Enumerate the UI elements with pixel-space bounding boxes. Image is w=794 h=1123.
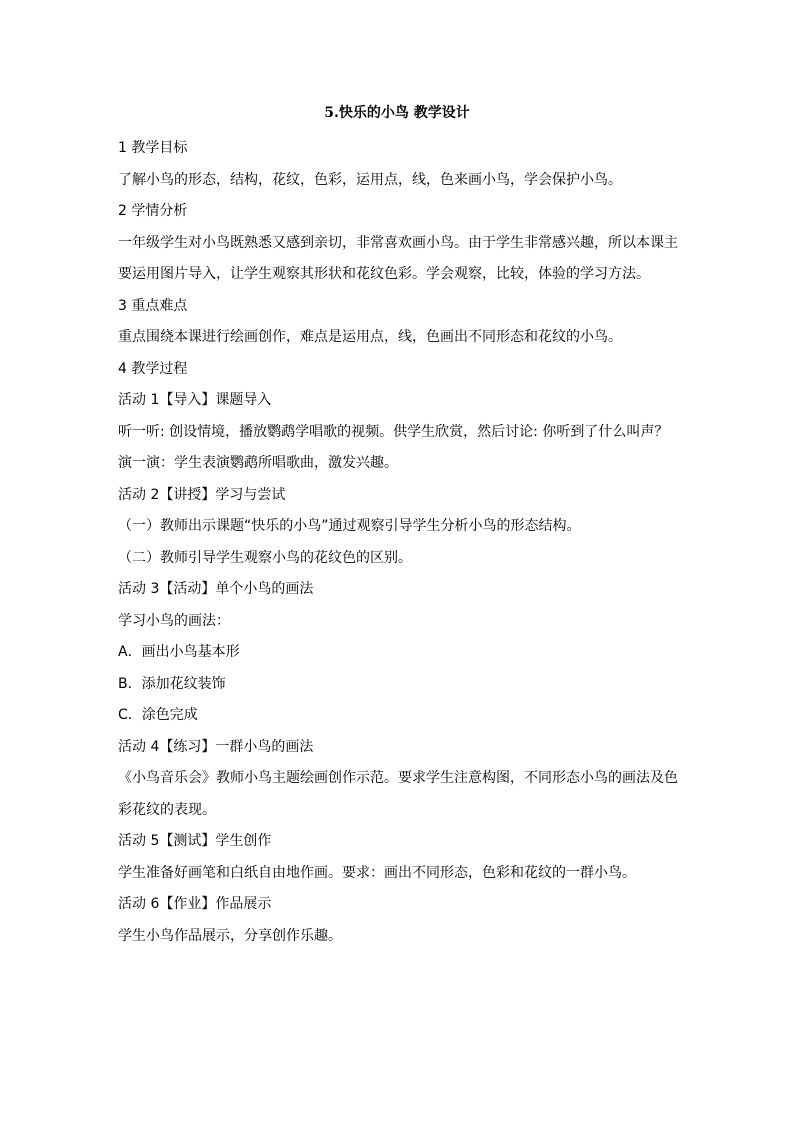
activity-2-heading: 活动 2【讲授】学习与尝试 [118,486,286,503]
activity-3-step-c: C．涂色完成 [118,707,198,723]
activity-3-heading: 活动 3【活动】单个小鸟的画法 [118,581,314,597]
activity-2-step-2: （二）教师引导学生观察小鸟的花纹色的区别。 [118,549,412,566]
document-body [118,133,688,952]
activity-1-perform: 演一演：学生表演鹦鹉所唱歌曲，激发兴趣。 [118,455,398,471]
heading-key-points: 3 重点难点 [118,297,188,314]
activity-4-heading: 活动 4【练习】一群小鸟的画法 [118,738,314,755]
activity-3-step-a: A．画出小鸟基本形 [118,644,240,660]
activity-2-step-1: （一）教师出示课题“快乐的小鸟”通过观察引导学生分析小鸟的形态结构。 [118,518,581,534]
document-title: 5.快乐的小鸟 教学设计 [324,105,470,121]
activity-6-text: 学生小鸟作品展示，分享创作乐趣。 [118,927,342,944]
heading-teaching-goals: 1 教学目标 [118,140,188,156]
activity-5-text: 学生准备好画笔和白纸自由地作画。要求：画出不同形态，色彩和花纹的一群小鸟。 [118,864,636,881]
heading-student-analysis: 2 学情分析 [118,203,188,219]
activity-1-listen: 听一听: 创设情境，播放鹦鹉学唱歌的视频。供学生欣赏，然后讨论: 你听到了什么叫声？ [118,423,669,440]
activity-3-intro: 学习小鸟的画法： [118,612,230,629]
activity-1-heading: 活动 1【导入】课题导入 [118,392,272,408]
paragraph-key-points: 重点围绕本课进行绘画创作，难点是运用点，线，色画出不同形态和花纹的小鸟。 [118,329,622,345]
activity-4-line-1: 《小鸟音乐会》教师小鸟主题绘画创作示范。要求学生注意构图，不同形态小鸟的画法及色 [118,770,678,786]
paragraph-analysis-line-2: 要运用图片导入，让学生观察其形状和花纹色彩。学会观察，比较，体验的学习方法。 [118,266,650,282]
heading-teaching-process: 4 教学过程 [118,360,188,377]
paragraph-goals: 了解小鸟的形态，结构，花纹，色彩，运用点，线，色来画小鸟，学会保护小鸟。 [118,171,622,188]
activity-5-heading: 活动 5【测试】学生创作 [118,833,272,849]
activity-6-heading: 活动 6【作业】作品展示 [118,896,272,912]
activity-3-step-b: B．添加花纹装饰 [118,675,226,692]
paragraph-analysis-line-1: 一年级学生对小鸟既熟悉又感到亲切，非常喜欢画小鸟。由于学生非常感兴趣，所以本课主 [118,234,678,251]
activity-4-line-2: 彩花纹的表现。 [118,801,216,818]
